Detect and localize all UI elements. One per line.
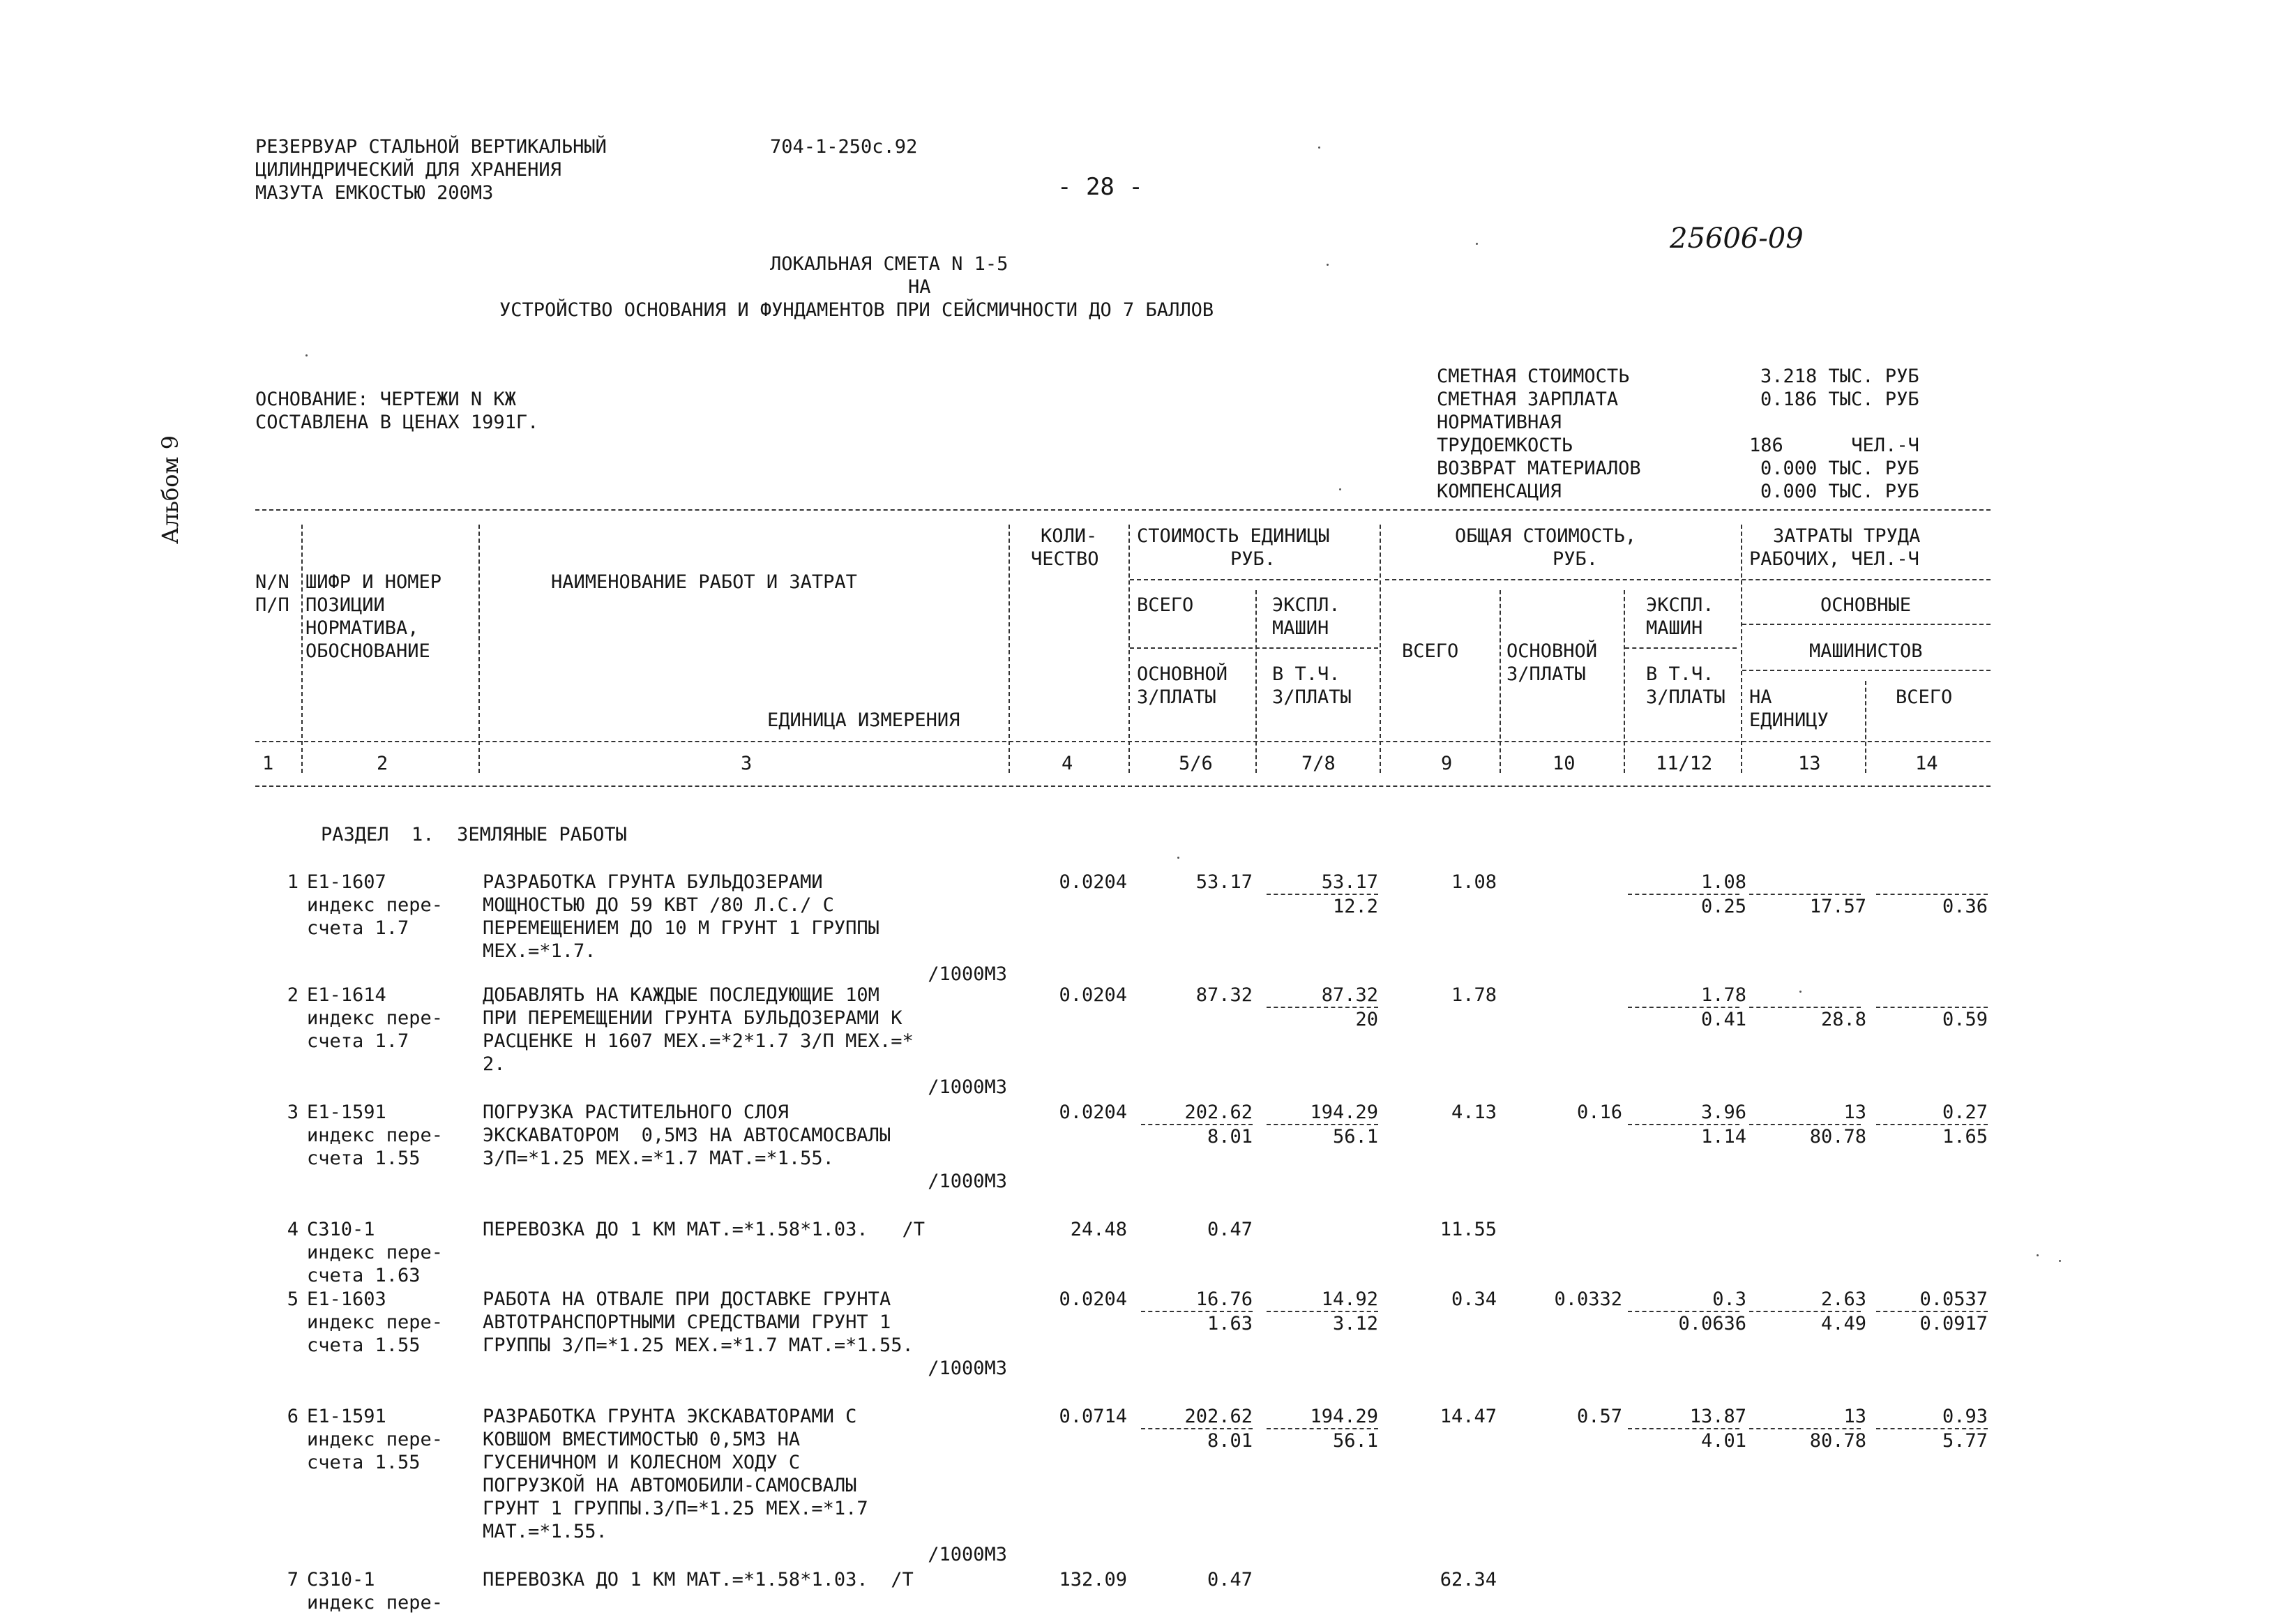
estimate-title-na: НА bbox=[908, 276, 931, 298]
row-uc-mach: 87.32 bbox=[1321, 984, 1378, 1006]
summary-value: 186 ЧЕЛ.-Ч bbox=[1749, 435, 1919, 456]
col-number: 1 bbox=[262, 753, 274, 774]
row-uc-total: 16.76 bbox=[1195, 1288, 1253, 1310]
row-qty: 132.09 bbox=[1059, 1569, 1127, 1591]
header-col2: ШИФР И НОМЕР bbox=[305, 571, 442, 593]
fraction-rule bbox=[1141, 1428, 1253, 1429]
fraction-rule bbox=[1267, 894, 1378, 895]
header-col3-unit: ЕДИНИЦА ИЗМЕРЕНИЯ bbox=[767, 709, 960, 731]
row-tc-mach-wage: 0.25 bbox=[1700, 896, 1746, 917]
scan-speck bbox=[1799, 991, 1802, 993]
row-code: С310-1 bbox=[307, 1219, 375, 1240]
row-l-basic-total: 0.93 bbox=[1942, 1406, 1988, 1427]
header-labor-basic: ОСНОВНЫЕ bbox=[1820, 594, 1912, 616]
row-index: индекс пере- bbox=[307, 1125, 444, 1146]
row-number: 2 bbox=[287, 984, 299, 1006]
summary-label: КОМПЕНСАЦИЯ bbox=[1437, 481, 1562, 502]
row-qty: 0.0204 bbox=[1059, 984, 1127, 1006]
row-uc-mach: 53.17 bbox=[1321, 871, 1378, 893]
row-l-mach-unit: 17.57 bbox=[1809, 896, 1866, 917]
rule bbox=[1385, 579, 1991, 580]
row-tc-basic: 0.0332 bbox=[1554, 1288, 1622, 1310]
header-col4: КОЛИ- bbox=[1041, 525, 1098, 547]
row-index: индекс пере- bbox=[307, 1429, 444, 1450]
header-uc-total: ВСЕГО bbox=[1137, 594, 1194, 616]
row-tc-mach: 1.78 bbox=[1700, 984, 1746, 1006]
row-tc-total: 1.08 bbox=[1451, 871, 1497, 893]
row-index: индекс пере- bbox=[307, 1311, 444, 1333]
header-tc-basic: З/ПЛАТЫ bbox=[1506, 663, 1586, 685]
fraction-rule bbox=[1267, 1428, 1378, 1429]
col-number: 14 bbox=[1915, 753, 1938, 774]
fraction-rule bbox=[1628, 1124, 1739, 1125]
summary-label: СМЕТНАЯ СТОИМОСТЬ bbox=[1437, 366, 1630, 387]
row-uc-total: 202.62 bbox=[1184, 1406, 1253, 1427]
header-labor-unit: ЕДИНИЦУ bbox=[1749, 709, 1829, 731]
row-l-mach-unit: 4.49 bbox=[1820, 1313, 1866, 1334]
row-name-line: МОЩНОСТЬЮ ДО 59 КВТ /80 Л.С./ С bbox=[483, 894, 834, 916]
row-index: счета 1.55 bbox=[307, 1334, 421, 1356]
row-qty: 0.0714 bbox=[1059, 1406, 1127, 1427]
row-number: 4 bbox=[287, 1219, 299, 1240]
row-name-line: МЕХ.=*1.7. bbox=[483, 940, 596, 962]
col-number: 10 bbox=[1553, 753, 1576, 774]
summary-value: 0.000 ТЫС. РУБ bbox=[1760, 481, 1919, 502]
row-tc-mach-wage: 4.01 bbox=[1700, 1430, 1746, 1452]
row-index: индекс пере- bbox=[307, 1007, 444, 1029]
fraction-rule bbox=[1876, 1428, 1988, 1429]
col-sep bbox=[1255, 590, 1257, 773]
object-title-line-3: МАЗУТА ЕМКОСТЬЮ 200М3 bbox=[255, 182, 494, 204]
row-tc-total: 4.13 bbox=[1451, 1102, 1497, 1123]
fraction-rule bbox=[1141, 1124, 1253, 1125]
row-uc-basic: 8.01 bbox=[1207, 1126, 1253, 1148]
rule bbox=[1742, 624, 1991, 625]
header-uc-basic: ОСНОВНОЙ bbox=[1137, 663, 1228, 685]
scan-speck bbox=[1476, 243, 1478, 245]
row-index: индекс пере- bbox=[307, 894, 444, 916]
row-name-line: РАЗРАБОТКА ГРУНТА БУЛЬДОЗЕРАМИ bbox=[483, 871, 823, 893]
row-tc-mach: 3.96 bbox=[1700, 1102, 1746, 1123]
row-l-mach-total: 1.65 bbox=[1942, 1126, 1988, 1148]
row-name-line: ЭКСКАВАТОРОМ 0,5М3 НА АВТОСАМОСВАЛЫ bbox=[483, 1125, 891, 1146]
header-total-cost: РУБ. bbox=[1553, 548, 1599, 570]
scan-speck bbox=[1318, 146, 1320, 149]
row-uc-total: 0.47 bbox=[1207, 1219, 1253, 1240]
album-side-label: Альбом 9 bbox=[157, 435, 183, 544]
rule bbox=[1130, 579, 1378, 580]
header-labor-total: ВСЕГО bbox=[1896, 686, 1953, 708]
row-tc-mach-wage: 0.41 bbox=[1700, 1009, 1746, 1030]
fraction-rule bbox=[1876, 1007, 1988, 1008]
summary-label: ВОЗВРАТ МАТЕРИАЛОВ bbox=[1437, 458, 1641, 479]
row-name-line: З/П=*1.25 МЕХ.=*1.7 МАТ.=*1.55. bbox=[483, 1148, 834, 1169]
row-index: индекс пере- bbox=[307, 1242, 444, 1263]
row-l-basic-total: 0.27 bbox=[1942, 1102, 1988, 1123]
row-l-mach-total: 0.0917 bbox=[1919, 1313, 1988, 1334]
col-number: 5/6 bbox=[1179, 753, 1213, 774]
summary-label: ТРУДОЕМКОСТЬ bbox=[1437, 435, 1573, 456]
row-code: Е1-1614 bbox=[307, 984, 386, 1006]
header-uc-mach-wage: З/ПЛАТЫ bbox=[1272, 686, 1352, 708]
row-name-line: РАСЦЕНКЕ Н 1607 МЕХ.=*2*1.7 З/П МЕХ.=* bbox=[483, 1030, 914, 1052]
row-index: счета 1.55 bbox=[307, 1148, 421, 1169]
row-number: 6 bbox=[287, 1406, 299, 1427]
row-tc-mach-wage: 1.14 bbox=[1700, 1126, 1746, 1148]
fraction-rule bbox=[1267, 1007, 1378, 1008]
row-name-line: ГРУППЫ З/П=*1.25 МЕХ.=*1.7 МАТ.=*1.55. bbox=[483, 1334, 914, 1356]
row-uc-basic: 8.01 bbox=[1207, 1430, 1253, 1452]
row-name-line: ПЕРЕВОЗКА ДО 1 КМ МАТ.=*1.58*1.03. /Т bbox=[483, 1219, 925, 1240]
row-tc-total: 0.34 bbox=[1451, 1288, 1497, 1310]
rule bbox=[1625, 647, 1737, 649]
document-code: 704-1-250с.92 bbox=[770, 136, 918, 158]
page-number: - 28 - bbox=[1057, 173, 1143, 201]
header-tc-mach-wage: З/ПЛАТЫ bbox=[1646, 686, 1725, 708]
header-col2: ОБОСНОВАНИЕ bbox=[305, 640, 430, 662]
fraction-rule bbox=[1876, 894, 1988, 895]
row-tc-mach: 0.3 bbox=[1712, 1288, 1746, 1310]
row-code: Е1-1591 bbox=[307, 1406, 386, 1427]
header-tc-mach: МАШИН bbox=[1646, 617, 1703, 639]
row-number: 7 bbox=[287, 1569, 299, 1591]
row-uc-mach-wage: 56.1 bbox=[1332, 1126, 1378, 1148]
row-tc-total: 1.78 bbox=[1451, 984, 1497, 1006]
object-title-line-1: РЕЗЕРВУАР СТАЛЬНОЙ ВЕРТИКАЛЬНЫЙ bbox=[255, 136, 607, 158]
col-sep bbox=[1500, 590, 1501, 773]
scan-speck bbox=[1327, 264, 1329, 266]
row-name-line: ПРИ ПЕРЕМЕЩЕНИИ ГРУНТА БУЛЬДОЗЕРАМИ К bbox=[483, 1007, 902, 1029]
row-name-line: КОВШОМ ВМЕСТИМОСТЬЮ 0,5М3 НА bbox=[483, 1429, 801, 1450]
fraction-rule bbox=[1749, 1428, 1861, 1429]
row-name-line: РАЗРАБОТКА ГРУНТА ЭКСКАВАТОРАМИ С bbox=[483, 1406, 857, 1427]
rule bbox=[255, 509, 1991, 511]
row-l-basic-total: 0.0537 bbox=[1919, 1288, 1988, 1310]
row-name-line: ГУСЕНИЧНОМ И КОЛЕСНОМ ХОДУ С bbox=[483, 1452, 801, 1473]
header-col4: ЧЕСТВО bbox=[1031, 548, 1099, 570]
header-col2: ПОЗИЦИИ bbox=[305, 594, 385, 616]
header-col2: НОРМАТИВА, bbox=[305, 617, 419, 639]
fraction-rule bbox=[1628, 1007, 1739, 1008]
row-name-line: ПОГРУЗКОЙ НА АВТОМОБИЛИ-САМОСВАЛЫ bbox=[483, 1475, 857, 1496]
row-index: счета 1.7 bbox=[307, 1030, 409, 1052]
header-tc-mach-wage: В Т.Ч. bbox=[1646, 663, 1714, 685]
row-uc-total: 53.17 bbox=[1195, 871, 1253, 893]
scan-speck bbox=[305, 354, 308, 356]
header-unit-cost: СТОИМОСТЬ ЕДИНИЦЫ bbox=[1137, 525, 1330, 547]
col-sep bbox=[1009, 525, 1010, 773]
row-name-line: ПОГРУЗКА РАСТИТЕЛЬНОГО СЛОЯ bbox=[483, 1102, 789, 1123]
row-name-line: РАБОТА НА ОТВАЛЕ ПРИ ДОСТАВКЕ ГРУНТА bbox=[483, 1288, 891, 1310]
summary-value: 0.000 ТЫС. РУБ bbox=[1760, 458, 1919, 479]
fraction-rule bbox=[1876, 1311, 1988, 1312]
fraction-rule bbox=[1141, 1311, 1253, 1312]
col-number: 13 bbox=[1798, 753, 1821, 774]
rule bbox=[1130, 647, 1378, 649]
row-uc-mach: 14.92 bbox=[1321, 1288, 1378, 1310]
row-tc-total: 14.47 bbox=[1440, 1406, 1497, 1427]
row-uc-mach-wage: 3.12 bbox=[1332, 1313, 1378, 1334]
scan-speck bbox=[2059, 1260, 2061, 1262]
row-l-basic-unit: 13 bbox=[1843, 1102, 1866, 1123]
col-sep bbox=[478, 525, 480, 773]
row-index: счета 1.55 bbox=[307, 1452, 421, 1473]
row-unit: /1000М3 bbox=[928, 1358, 1007, 1379]
col-number: 2 bbox=[377, 753, 388, 774]
header-tc-total: ВСЕГО bbox=[1402, 640, 1459, 662]
col-number: 4 bbox=[1062, 753, 1073, 774]
row-l-mach-unit: 80.78 bbox=[1809, 1430, 1866, 1452]
header-uc-mach-wage: В Т.Ч. bbox=[1272, 663, 1340, 685]
row-name-line: ПЕРЕВОЗКА ДО 1 КМ МАТ.=*1.58*1.03. /Т bbox=[483, 1569, 914, 1591]
row-qty: 0.0204 bbox=[1059, 1102, 1127, 1123]
row-uc-total: 202.62 bbox=[1184, 1102, 1253, 1123]
row-tc-mach: 1.08 bbox=[1700, 871, 1746, 893]
row-index: счета 1.63 bbox=[307, 1265, 421, 1286]
header-tc-mach: ЭКСПЛ. bbox=[1646, 594, 1714, 616]
row-l-mach-total: 0.36 bbox=[1942, 896, 1988, 917]
row-l-basic-unit: 2.63 bbox=[1820, 1288, 1866, 1310]
row-name-line: 2. bbox=[483, 1053, 506, 1075]
rule bbox=[1742, 670, 1991, 671]
fraction-rule bbox=[1749, 1007, 1861, 1008]
row-code: Е1-1607 bbox=[307, 871, 386, 893]
row-code: Е1-1591 bbox=[307, 1102, 386, 1123]
row-qty: 0.0204 bbox=[1059, 871, 1127, 893]
summary-value: 0.186 ТЫС. РУБ bbox=[1760, 389, 1919, 410]
row-name-line: ДОБАВЛЯТЬ НА КАЖДЫЕ ПОСЛЕДУЮЩИЕ 10М bbox=[483, 984, 879, 1006]
row-index: счета 1.7 bbox=[307, 917, 409, 939]
basis-prices: СОСТАВЛЕНА В ЦЕНАХ 1991Г. bbox=[255, 412, 539, 433]
row-unit: /1000М3 bbox=[928, 1076, 1007, 1098]
row-uc-total: 87.32 bbox=[1195, 984, 1253, 1006]
row-uc-mach: 194.29 bbox=[1310, 1102, 1378, 1123]
row-tc-basic: 0.57 bbox=[1576, 1406, 1622, 1427]
col-number: 9 bbox=[1441, 753, 1453, 774]
row-uc-mach-wage: 20 bbox=[1355, 1009, 1378, 1030]
row-name-line: МАТ.=*1.55. bbox=[483, 1521, 607, 1542]
estimate-title: ЛОКАЛЬНАЯ СМЕТА N 1-5 bbox=[770, 253, 1009, 275]
row-uc-basic: 1.63 bbox=[1207, 1313, 1253, 1334]
row-name-line: АВТОТРАНСПОРТНЫМИ СРЕДСТВАМИ ГРУНТ 1 bbox=[483, 1311, 891, 1333]
row-tc-mach: 13.87 bbox=[1689, 1406, 1746, 1427]
row-l-basic-unit: 13 bbox=[1843, 1406, 1866, 1427]
fraction-rule bbox=[1267, 1124, 1378, 1125]
fraction-rule bbox=[1628, 1428, 1739, 1429]
header-total-cost: ОБЩАЯ СТОИМОСТЬ, bbox=[1455, 525, 1637, 547]
row-uc-mach-wage: 56.1 bbox=[1332, 1430, 1378, 1452]
header-labor: ЗАТРАТЫ ТРУДА bbox=[1773, 525, 1921, 547]
header-col3: НАИМЕНОВАНИЕ РАБОТ И ЗАТРАТ bbox=[551, 571, 857, 593]
row-l-mach-total: 5.77 bbox=[1942, 1430, 1988, 1452]
fraction-rule bbox=[1628, 1311, 1739, 1312]
row-uc-mach: 194.29 bbox=[1310, 1406, 1378, 1427]
row-code: С310-1 bbox=[307, 1569, 375, 1591]
fraction-rule bbox=[1876, 1124, 1988, 1125]
row-l-mach-unit: 28.8 bbox=[1820, 1009, 1866, 1030]
row-unit: /1000М3 bbox=[928, 963, 1007, 985]
fraction-rule bbox=[1749, 1311, 1861, 1312]
col-sep bbox=[1624, 590, 1625, 773]
row-unit: /1000М3 bbox=[928, 1544, 1007, 1565]
header-uc-mach: ЭКСПЛ. bbox=[1272, 594, 1340, 616]
row-name-line: ПЕРЕМЕЩЕНИЕМ ДО 10 М ГРУНТ 1 ГРУППЫ bbox=[483, 917, 879, 939]
section-title: РАЗДЕЛ 1. ЗЕМЛЯНЫЕ РАБОТЫ bbox=[321, 824, 627, 845]
row-tc-total: 11.55 bbox=[1440, 1219, 1497, 1240]
header-uc-basic: З/ПЛАТЫ bbox=[1137, 686, 1216, 708]
row-code: Е1-1603 bbox=[307, 1288, 386, 1310]
col-number: 3 bbox=[741, 753, 753, 774]
header-tc-basic: ОСНОВНОЙ bbox=[1506, 640, 1598, 662]
row-qty: 24.48 bbox=[1070, 1219, 1127, 1240]
estimate-subject: УСТРОЙСТВО ОСНОВАНИЯ И ФУНДАМЕНТОВ ПРИ СЕЙСМИЧНОСТИ ДО 7 БАЛЛОВ bbox=[499, 299, 1214, 321]
fraction-rule bbox=[1267, 1311, 1378, 1312]
scan-speck bbox=[1177, 857, 1179, 859]
row-l-mach-total: 0.59 bbox=[1942, 1009, 1988, 1030]
row-tc-total: 62.34 bbox=[1440, 1569, 1497, 1591]
basis-drawings: ОСНОВАНИЕ: ЧЕРТЕЖИ N КЖ bbox=[255, 389, 516, 410]
header-unit-cost: РУБ. bbox=[1230, 548, 1276, 570]
col-sep bbox=[1865, 681, 1866, 773]
header-labor: РАБОЧИХ, ЧЕЛ.-Ч bbox=[1749, 548, 1919, 570]
header-labor-mach: МАШИНИСТОВ bbox=[1809, 640, 1923, 662]
summary-label: СМЕТНАЯ ЗАРПЛАТА bbox=[1437, 389, 1619, 410]
row-qty: 0.0204 bbox=[1059, 1288, 1127, 1310]
header-col1: N/N bbox=[255, 571, 289, 593]
row-unit: /1000М3 bbox=[928, 1171, 1007, 1192]
scan-speck bbox=[1339, 488, 1341, 490]
col-sep bbox=[1128, 525, 1130, 773]
col-number: 11/12 bbox=[1656, 753, 1713, 774]
header-uc-mach: МАШИН bbox=[1272, 617, 1329, 639]
rule bbox=[255, 785, 1991, 787]
handwritten-stamp-number: 25606-09 bbox=[1670, 223, 1804, 255]
rule bbox=[255, 741, 1991, 742]
row-number: 3 bbox=[287, 1102, 299, 1123]
header-labor-unit: НА bbox=[1749, 686, 1772, 708]
fraction-rule bbox=[1749, 1124, 1861, 1125]
col-number: 7/8 bbox=[1301, 753, 1336, 774]
scan-speck bbox=[2037, 1254, 2039, 1256]
col-sep bbox=[1741, 525, 1742, 773]
row-name-line: ГРУНТ 1 ГРУППЫ.З/П=*1.25 МЕХ.=*1.7 bbox=[483, 1498, 868, 1519]
row-number: 5 bbox=[287, 1288, 299, 1310]
header-col1: П/П bbox=[255, 594, 289, 616]
col-sep bbox=[301, 525, 303, 773]
fraction-rule bbox=[1749, 894, 1861, 895]
row-tc-basic: 0.16 bbox=[1576, 1102, 1622, 1123]
summary-label: НОРМАТИВНАЯ bbox=[1437, 412, 1562, 433]
col-sep bbox=[1380, 525, 1381, 773]
summary-value: 3.218 ТЫС. РУБ bbox=[1760, 366, 1919, 387]
row-uc-mach-wage: 12.2 bbox=[1332, 896, 1378, 917]
row-tc-mach-wage: 0.0636 bbox=[1678, 1313, 1746, 1334]
row-uc-total: 0.47 bbox=[1207, 1569, 1253, 1591]
row-number: 1 bbox=[287, 871, 299, 893]
row-index: индекс пере- bbox=[307, 1592, 444, 1614]
fraction-rule bbox=[1628, 894, 1739, 895]
row-l-mach-unit: 80.78 bbox=[1809, 1126, 1866, 1148]
object-title-line-2: ЦИЛИНДРИЧЕСКИЙ ДЛЯ ХРАНЕНИЯ bbox=[255, 159, 561, 181]
